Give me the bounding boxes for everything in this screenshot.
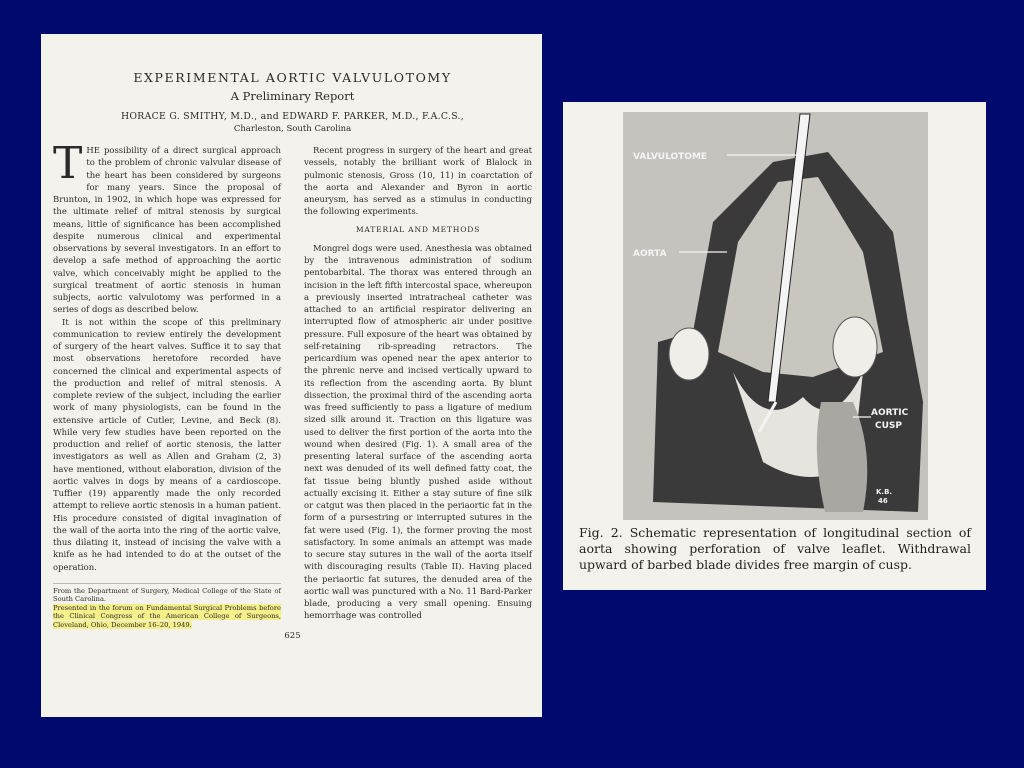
page-number: 625	[284, 631, 301, 642]
aorta-illustration	[563, 102, 986, 522]
right-column	[304, 144, 532, 629]
footnotes	[53, 583, 281, 630]
intro-paragraph-text: HE possibility of a direct surgical approach to the problem of chronic valvular disease of the heart has been considered by surgeons for many years. Since the proposal of Brunton, in 1902, in which hope was expressed for the ultimate relief of mitral stenosis by surgical means, little of significance has been accomplished despite numerous clinical and experimental observations by several investigators. In an effort to develop a safe method of approaching the aortic valve, which conceivably might be applied to the surgical treatment of aortic stenosis in human subjects, aortic valvulotomy was performed in a series of dogs as described below.	[53, 145, 281, 315]
article-title: EXPERIMENTAL AORTIC VALVULOTOMY	[133, 70, 452, 85]
article-columns	[53, 138, 532, 629]
label-artist: K.B.	[876, 488, 893, 496]
section-heading: MATERIAL AND METHODS	[355, 224, 481, 234]
article-authors: HORACE G. SMITHY, M.D., and EDWARD F. PARKER, M.D., F.A.C.S.,	[120, 111, 465, 122]
label-valvulotome: VALVULOTOME	[633, 152, 708, 162]
figure-caption: Fig. 2. Schematic representation of longitudinal section of aorta showing perforation of valve leaflet. Withdrawal upward of barbed blade divides free margin of cusp.	[579, 525, 971, 572]
label-cusp: CUSP	[875, 421, 902, 431]
intro-paragraph	[53, 138, 281, 316]
label-aortic: AORTIC	[871, 408, 909, 418]
methods-paragraph: Mongrel dogs were used. Anesthesia was obtained by the intravenous administration of sodium pentobarbital. The thorax was entered through an incision in the left fifth intercostal space, whereupon a previously inserted intratracheal catheter was attached to an artificial respirator delivering an interrupted flow of atmospheric air under positive pressure. Full exposure of the heart was obtained by self-retaining rib-spreading retractors. The pericardium was opened near the apex anterior to the phrenic nerve and incised vertically upward to its reflection from the ascending aorta. By blunt dissection, the proximal third of the ascending aorta was freed sufficiently to pass a ligature of medium sized silk around it. Traction on this ligature was used to deliver the first portion of the aorta into the wound when desired (Fig. 1). A small area of the presenting lateral surface of the ascending aorta next was denuded of its well defined fatty coat, the fat tissue being bluntly pushed aside without actually excising it. Either a stay suture of fine silk or catgut was then placed in the periaortic fat in the form of a pursestring or interrupted sutures in the fat were used (Fig. 1), the former proving the most satisfactory. In some animals an attempt was made to secure stay sutures in the wall of the aorta itself with discouraging results (Table II). Having placed the periaortic fat sutures, the denuded area of the aortic wall was punctured with a No. 11 Bard-Parker blade, producing a very small opening. Ensuing hemorrhage was controlled	[304, 242, 532, 621]
article-page	[41, 34, 542, 717]
highlighted-footnote: Presented in the forum on Fundamental Surgical Problems before the Clinical Congress of the American College of Surgeons, Cleveland, Ohio, December 16–20, 1949.	[53, 603, 281, 629]
left-fat-tissue	[669, 328, 709, 380]
review-paragraph: It is not within the scope of this preliminary communication to review entirely the development of surgery of the heart valves. Suffice it to say that most observations heretofore recorded have concerned the clinical and experimental aspects of the production and relief of mitral stenosis. A complete review of the subject, including the earlier work of many physiologists, can be found in the extensive article of Cutler, Levine, and Beck (8). While very few studies have been reported on the production and relief of aortic stenosis, the latter investigators as well as Allen and Graham (2, 3) have mentioned, without elaboration, division of the aortic valves in dogs by means of a cardioscope. Tuffier (19) apparently made the only recorded attempt to relieve aortic stenosis in a human patient. His procedure consisted of digital invagination of the wall of the aorta into the ring of the aortic valve, thus dilating it, instead of incising the valve with a knife as he had intended to do at the outset of the operation.	[53, 316, 281, 572]
progress-paragraph: Recent progress in surgery of the heart and great vessels, notably the brilliant work of Blalock in pulmonic stenosis, Gross (10, 11) in coarctation of the aorta and Alexander and Byron in aortic aneurysm, has served as a stimulus in conducting the following experiments.	[304, 145, 532, 217]
footnote-department: From the Department of Surgery, Medical College of the State of South Carolina.	[53, 586, 281, 604]
right-fat-tissue	[833, 317, 877, 377]
left-column	[53, 138, 281, 629]
article-subtitle: A Preliminary Report	[230, 89, 355, 103]
figure-panel	[563, 102, 986, 590]
drop-cap: T	[53, 138, 83, 189]
label-aorta: AORTA	[633, 249, 667, 259]
footnote-presented	[53, 604, 281, 630]
label-artist-year: 46	[878, 497, 888, 505]
article-location: Charleston, South Carolina	[233, 124, 352, 134]
